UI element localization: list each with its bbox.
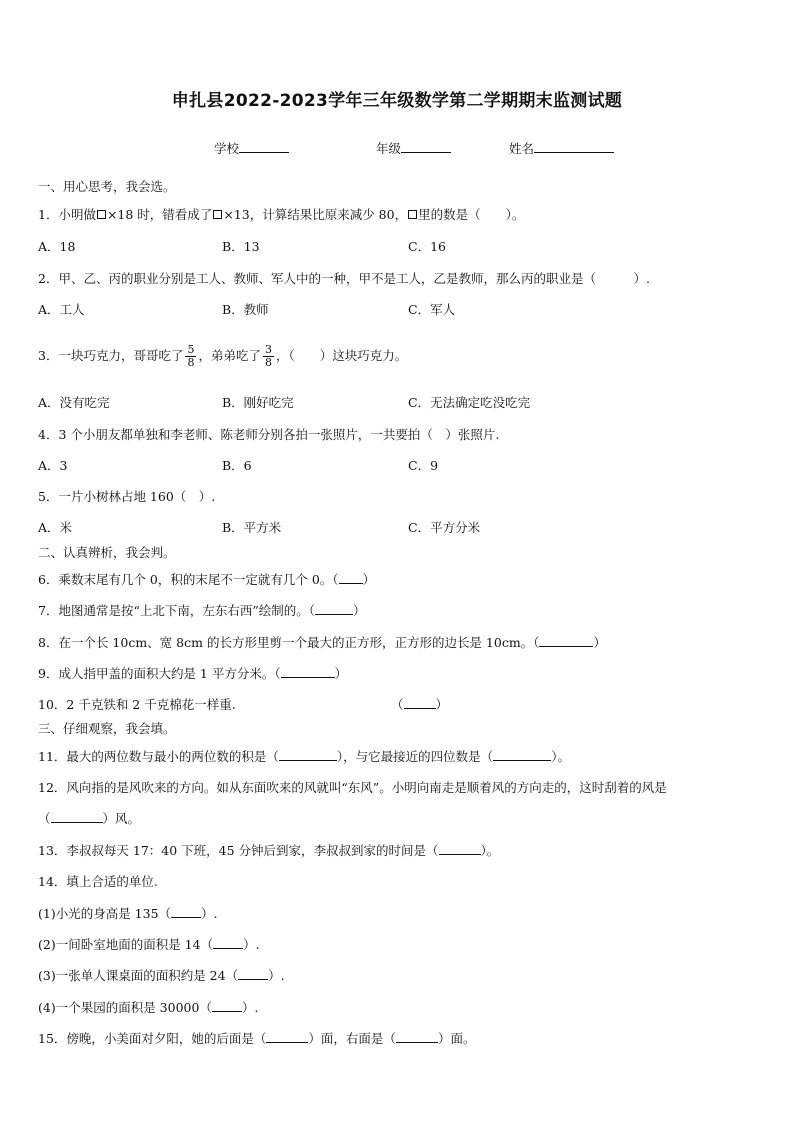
q15-blank-1[interactable] [266, 1030, 308, 1043]
question-9 [38, 665, 347, 683]
fraction-three-eighths: $\frac{3}{8}$ [264, 343, 272, 369]
q3-option-c[interactable]: C．无法确定吃没吃完 [408, 395, 531, 410]
q10-close: ） [435, 697, 449, 712]
question-1 [38, 206, 524, 224]
q11-blank-1[interactable] [279, 748, 337, 761]
q14-p3-blank[interactable] [238, 967, 268, 980]
page-title: 申扎县2022-2023学年三年级数学第二学期期末监测试题 [171, 91, 623, 111]
q2-option-c[interactable]: C．军人 [408, 302, 456, 317]
question-15 [38, 1030, 475, 1048]
q13-answer-blank[interactable] [439, 842, 481, 855]
question-13 [38, 842, 499, 860]
q4-option-c[interactable]: C．9 [408, 458, 439, 473]
q8-answer-blank[interactable] [539, 634, 593, 647]
q14-p1-close: ）. [201, 906, 218, 921]
name-label: 姓名 [509, 141, 535, 156]
q2-option-a[interactable]: A．工人 [38, 302, 85, 317]
grade-blank[interactable] [401, 140, 451, 153]
q8-close: ） [593, 635, 606, 650]
q14-p2-text: (2)一间卧室地面的面积是 14（ [38, 937, 214, 952]
q11-text-a: 11．最大的两位数与最小的两位数的积是（ [38, 749, 279, 764]
name-field [509, 139, 614, 157]
name-blank[interactable] [534, 140, 614, 153]
q11-blank-2[interactable] [493, 748, 551, 761]
q15-blank-2[interactable] [396, 1030, 438, 1043]
q14-p3-text: (3)一张单人课桌面的面积约是 24（ [38, 968, 239, 983]
school-blank[interactable] [239, 140, 289, 153]
question-7 [38, 602, 366, 620]
q1-option-c[interactable]: C．16 [408, 239, 446, 254]
question-11 [38, 748, 570, 766]
question-10 [38, 696, 236, 714]
question-6 [38, 571, 375, 589]
q15-text-c: ）面。 [437, 1031, 476, 1046]
q3-text-b: ，弟弟吃了 [198, 348, 261, 363]
q14-p1-blank[interactable] [171, 905, 201, 918]
q10-answer-blank[interactable] [404, 696, 436, 709]
question-14-part-3 [38, 967, 285, 985]
q1-text-b: ×18 时，错看成了 [106, 207, 213, 222]
school-field [214, 139, 289, 157]
q11-text-c: ）。 [551, 749, 570, 764]
q7-answer-blank[interactable] [315, 602, 353, 615]
q5-option-c[interactable]: C．平方分米 [408, 520, 481, 535]
box-icon [213, 210, 222, 219]
q4-option-b[interactable]: B．6 [222, 458, 252, 473]
q14-p3-close: ）. [268, 968, 285, 983]
fraction-five-eighths: $\frac{5}{8}$ [187, 343, 195, 369]
question-12-line-1: 12．风向指的是风吹来的方向。如从东面吹来的风就叫“东风”。小明向南走是顺着风的方向走的，这时刮着的风是 [38, 780, 667, 795]
q3-option-a[interactable]: A．没有吃完 [38, 395, 110, 410]
q2-option-b[interactable]: B．教师 [222, 302, 269, 317]
q12-text-b: ）风。 [102, 811, 141, 826]
question-4: 4．3 个小朋友都单独和李老师、陈老师分别各拍一张照片，一共要拍（ ）张照片. [38, 427, 500, 442]
q6-close: ） [362, 572, 376, 587]
q14-p2-blank[interactable] [213, 936, 243, 949]
q14-p4-blank[interactable] [212, 999, 242, 1012]
q10-text: 10．2 千克铁和 2 千克棉花一样重. [38, 697, 236, 712]
q7-close: ） [353, 603, 366, 618]
q12-open: （ [38, 811, 51, 826]
q14-p4-close: ）. [241, 1000, 259, 1015]
q6-answer-blank[interactable] [339, 571, 363, 584]
box-icon [408, 210, 417, 219]
section-heading-1: 一、用心思考，我会选。 [38, 179, 176, 194]
q9-close: ） [334, 666, 348, 681]
q5-option-b[interactable]: B．平方米 [222, 520, 282, 535]
q7-text: 7．地图通常是按“上北下南，左东右西”绘制的。（ [38, 603, 315, 618]
question-12-line-2 [38, 810, 140, 828]
question-14-part-1 [38, 905, 218, 923]
question-5: 5．一片小树林占地 160（ ）. [38, 489, 216, 504]
question-14-part-4 [38, 999, 258, 1017]
q1-text-a: 1．小明做 [38, 207, 96, 222]
question-2: 2．甲、乙、丙的职业分别是工人、教师、军人中的一种，甲不是工人，乙是教师，那么丙的职业是（ ）. [38, 271, 650, 286]
q5-option-a[interactable]: A．米 [38, 520, 73, 535]
question-14-part-2 [38, 936, 260, 954]
question-8 [38, 634, 606, 652]
q3-text-c: ，（ ）这块巧克力。 [275, 348, 408, 363]
q1-option-a[interactable]: A．18 [38, 239, 76, 254]
q3-text-a: 3．一块巧克力，哥哥吃了 [38, 348, 184, 363]
q9-text: 9．成人指甲盖的面积大约是 1 平方分米。（ [38, 666, 281, 681]
q15-text-a: 15．傍晚，小美面对夕阳，她的后面是（ [38, 1031, 267, 1046]
q10-answer [391, 696, 448, 714]
q14-p1-text: (1)小光的身高是 135（ [38, 906, 172, 921]
q10-open: （ [391, 697, 404, 712]
grade-label: 年级 [376, 141, 402, 156]
q14-p2-close: ）. [243, 937, 260, 952]
section-heading-3: 三、仔细观察，我会填。 [38, 721, 176, 736]
q12-answer-blank[interactable] [51, 810, 103, 823]
q13-close: ）。 [480, 843, 500, 858]
q1-option-b[interactable]: B．13 [222, 239, 260, 254]
box-icon [97, 210, 106, 219]
q14-p4-text: (4)一个果园的面积是 30000（ [38, 1000, 212, 1015]
q9-answer-blank[interactable] [281, 665, 335, 678]
school-label: 学校 [214, 141, 240, 156]
q1-text-d: 里的数是（ ）。 [418, 207, 525, 222]
q3-option-b[interactable]: B．刚好吃完 [222, 395, 294, 410]
q1-text-c: ×13，计算结果比原来减少 80， [223, 207, 408, 222]
q8-text: 8．在一个长 10cm、宽 8cm 的长方形里剪一个最大的正方形，正方形的边长是 10cm。（ [38, 635, 540, 650]
q13-text: 13．李叔叔每天 17：40 下班，45 分钟后到家，李叔叔到家的时间是（ [38, 843, 439, 858]
q6-text: 6．乘数末尾有几个 0，积的末尾不一定就有几个 0。（ [38, 572, 339, 587]
q4-option-a[interactable]: A．3 [38, 458, 68, 473]
question-14: 14．填上合适的单位. [38, 874, 158, 889]
question-3 [38, 340, 407, 372]
grade-field [376, 139, 451, 157]
q15-text-b: ）面，右面是（ [308, 1031, 396, 1046]
section-heading-2: 二、认真辨析，我会判。 [38, 545, 176, 560]
q11-text-b: ），与它最接近的四位数是（ [336, 749, 494, 764]
